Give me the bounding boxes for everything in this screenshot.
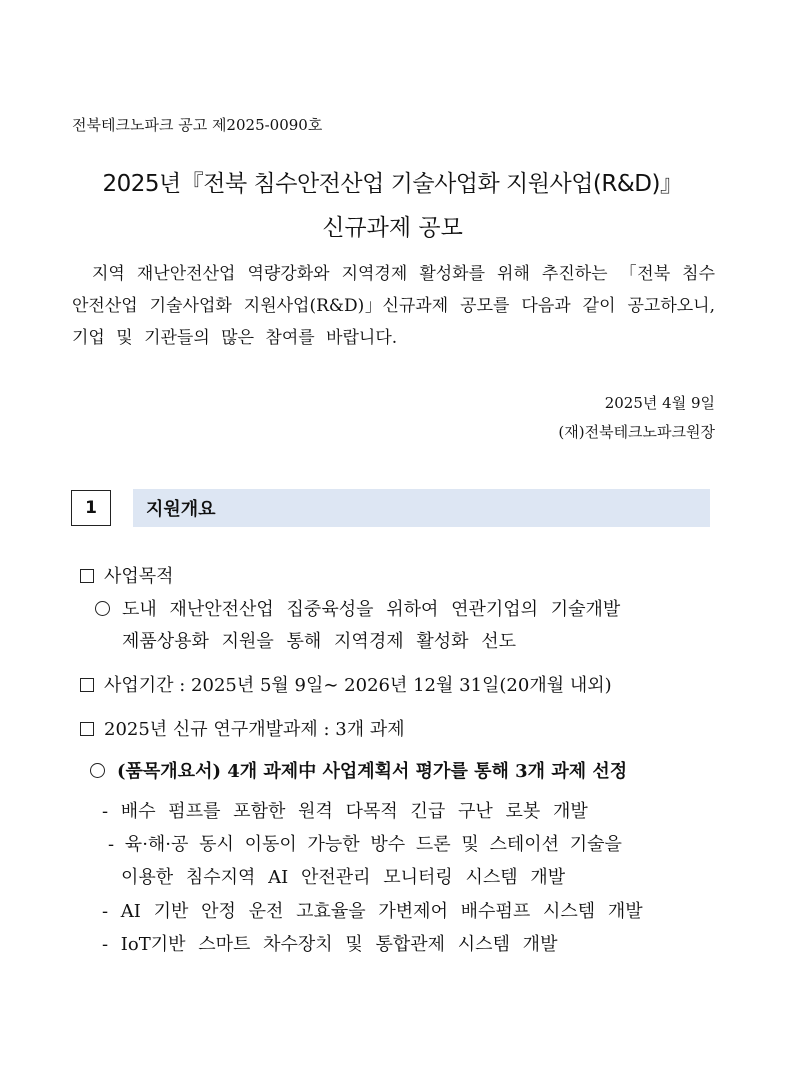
period-text: 사업기간 : 2025년 5월 9일∼ 2026년 12월 31일(20개월 내외) bbox=[104, 675, 612, 696]
item-3: - AI 기반 안정 운전 고효율을 가변제어 배수펌프 시스템 개발 bbox=[102, 901, 643, 922]
purpose-line-2: 제품상용화 지원을 통해 지역경제 활성화 선도 bbox=[122, 631, 516, 652]
intro-paragraph bbox=[72, 258, 715, 354]
intro-text: 지역 재난안전산업 역량강화와 지역경제 활성화를 위해 추진하는 「전북 침수안전산업 기술사업화 지원사업(R&D)」신규과제 공모를 다음과 같이 공고하오니, 기업 및 기관들의 많은 참여를 바랍니다. bbox=[72, 264, 715, 348]
new-projects-text: 2025년 신규 연구개발과제 : 3개 과제 bbox=[104, 719, 405, 740]
new-projects-line bbox=[80, 715, 405, 741]
item-1: - 배수 펌프를 포함한 원격 다목적 긴급 구난 로봇 개발 bbox=[102, 801, 588, 822]
section-heading bbox=[133, 489, 710, 527]
square-bullet-icon bbox=[80, 722, 94, 736]
section-title: 지원개요 bbox=[146, 499, 216, 520]
item-4: - IoT기반 스마트 차수장치 및 통합관제 시스템 개발 bbox=[102, 934, 558, 955]
purpose-line-1 bbox=[95, 595, 620, 621]
square-bullet-icon bbox=[80, 569, 94, 583]
issuer: (재)전북테크노파크원장 bbox=[558, 423, 715, 441]
square-bullet-icon bbox=[80, 678, 94, 692]
document-title: 2025년『전북 침수안전산업 기술사업화 지원사업(R&D)』 bbox=[102, 171, 683, 197]
purpose-heading bbox=[80, 562, 174, 588]
announcement-date: 2025년 4월 9일 bbox=[604, 394, 715, 412]
item-2-line-1: - 육·해·공 동시 이동이 가능한 방수 드론 및 스테이션 기술을 bbox=[108, 834, 622, 855]
selection-line bbox=[90, 757, 627, 783]
purpose-label: 사업목적 bbox=[104, 566, 174, 587]
period-line bbox=[80, 671, 612, 697]
circle-bullet-icon bbox=[90, 763, 105, 778]
item-2-line-2: 이용한 침수지역 AI 안전관리 모니터링 시스템 개발 bbox=[121, 867, 566, 888]
section-number: 1 bbox=[71, 490, 111, 526]
selection-text: (품목개요서) 4개 과제中 사업계획서 평가를 통해 3개 과제 선정 bbox=[117, 761, 628, 782]
purpose-text-1: 도내 재난안전산업 집중육성을 위하여 연관기업의 기술개발 bbox=[122, 599, 621, 620]
document-subtitle: 신규과제 공모 bbox=[322, 215, 463, 241]
circle-bullet-icon bbox=[95, 601, 110, 616]
notice-number: 전북테크노파크 공고 제2025-0090호 bbox=[72, 116, 323, 134]
